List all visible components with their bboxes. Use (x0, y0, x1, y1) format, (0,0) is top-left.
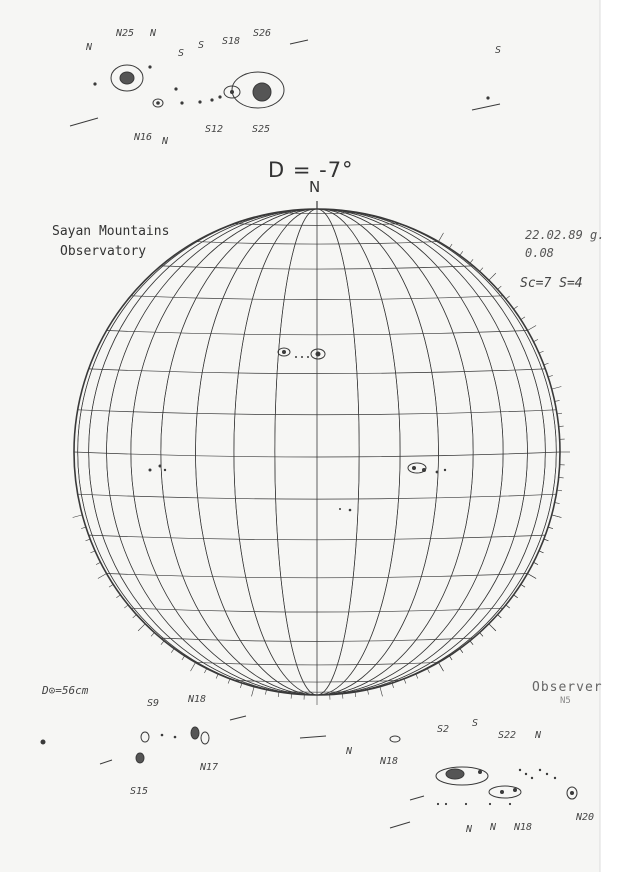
limb-tick (265, 690, 266, 695)
limb-tick (544, 363, 549, 365)
group-label: N18 (380, 756, 399, 767)
solar-disk-grid (74, 201, 560, 695)
disk-diameter: D⊙=56cm (42, 684, 89, 697)
limb-tick (439, 662, 444, 671)
group-label: N25 (116, 28, 135, 39)
limb-tick (555, 400, 560, 401)
limb-tick (85, 539, 90, 541)
limb-tick (392, 683, 394, 688)
limb-tick (548, 527, 553, 529)
limb-tick (216, 674, 218, 679)
observer-number: N5 (560, 696, 571, 706)
limb-tick (534, 339, 538, 341)
limb-tick (427, 669, 429, 673)
sunspot-dot (93, 82, 96, 85)
limb-tick-scale (73, 233, 570, 705)
sunspot (136, 753, 144, 763)
limb-tick (506, 296, 510, 299)
sunspot-dot (570, 791, 574, 795)
sunspot-dot (513, 788, 517, 792)
sunspot (253, 83, 271, 101)
limb-tick (506, 605, 510, 608)
limb-tick (98, 574, 107, 579)
page-title: D = -7° (268, 158, 354, 182)
limb-tick (404, 679, 406, 684)
limb-tick (527, 326, 536, 331)
sunspot-dot (149, 469, 152, 472)
group-label: S26 (253, 28, 272, 39)
pointer-line (100, 760, 112, 764)
group-label: N18 (188, 694, 207, 705)
sunspot-dot (465, 803, 467, 805)
limb-tick (555, 503, 560, 504)
group-label: S (495, 45, 502, 56)
limb-tick (81, 527, 86, 529)
sunspot-dot (161, 734, 164, 737)
pointer-line (230, 716, 246, 720)
limb-tick (116, 595, 120, 598)
sunspot-dot (539, 769, 541, 771)
group-label: N (162, 136, 169, 147)
sunspot-dot (422, 468, 426, 472)
sunspot-dot (159, 465, 162, 468)
limb-tick (548, 375, 553, 377)
limb-tick (109, 584, 113, 587)
sunspot-dot (295, 356, 297, 358)
group-label: N18 (514, 822, 533, 833)
sunspot-dot (339, 508, 341, 510)
limb-tick (151, 633, 154, 637)
group-label: N17 (200, 762, 219, 773)
sunspot (201, 732, 209, 744)
limb-tick (552, 515, 562, 518)
sunspot-dot (444, 469, 446, 471)
limb-tick (480, 268, 483, 272)
sunspot-dot (148, 65, 151, 68)
limb-tick (534, 562, 538, 564)
sunspot-dot (436, 471, 439, 474)
group-label: N (346, 746, 353, 757)
pointer-line (390, 822, 410, 828)
sunspot-dot (445, 803, 447, 805)
sunspot (120, 72, 134, 84)
limb-tick (138, 624, 145, 631)
limb-tick (439, 233, 444, 242)
group-label: N (150, 28, 157, 39)
sunspot-dot (531, 777, 533, 779)
limb-tick (355, 692, 356, 697)
limb-tick (521, 584, 525, 587)
limb-tick (521, 317, 525, 320)
sunspot-dot (282, 350, 286, 354)
observatory-name-line1: Sayan Mountains (52, 224, 170, 239)
limb-tick (460, 649, 463, 653)
limb-tick (278, 692, 279, 697)
group-label: S25 (252, 124, 271, 135)
limb-tick (480, 633, 483, 637)
sunspot (489, 786, 521, 798)
limb-tick (204, 669, 206, 673)
sunspot-dot (519, 769, 521, 771)
sunspot-dot (230, 90, 234, 94)
limb-tick (124, 605, 128, 608)
limb-tick (557, 490, 562, 491)
sunspot (191, 727, 199, 739)
north-marker: N (309, 178, 321, 196)
sunspot-dot (180, 101, 183, 104)
sunspot (141, 732, 149, 742)
pointer-line (300, 736, 326, 738)
limb-tick (470, 259, 473, 263)
limb-tick (460, 251, 463, 255)
sunspot-dot (174, 736, 177, 739)
limb-tick (470, 641, 473, 645)
limb-tick (416, 674, 418, 679)
limb-tick (498, 286, 502, 289)
group-label: N (86, 42, 93, 53)
limb-tick (90, 551, 95, 553)
group-label: S15 (130, 786, 149, 797)
sunspot-dot (509, 803, 511, 805)
limb-tick (133, 615, 137, 618)
sunspot-dot (210, 98, 213, 101)
limb-tick (557, 413, 562, 414)
limb-tick (539, 351, 544, 353)
sunspot-dot (41, 740, 46, 745)
limb-tick (96, 562, 100, 564)
sunspot-dot (525, 773, 527, 775)
limb-tick (539, 551, 544, 553)
sunspot-dot (500, 790, 504, 794)
observatory-name-line2: Observatory (60, 244, 147, 259)
group-label: S12 (205, 124, 224, 135)
sunspot-dot (307, 356, 309, 358)
limb-tick (498, 615, 502, 618)
limb-tick (527, 574, 536, 579)
sunspot-dot (164, 469, 166, 471)
sunspot-dot (437, 803, 439, 805)
limb-tick (514, 595, 518, 598)
limb-tick (489, 624, 496, 631)
limb-tick (368, 690, 369, 695)
limb-tick (252, 687, 255, 697)
limb-tick (544, 539, 549, 541)
sunspot-dot (412, 466, 416, 470)
sunspot-dot (546, 773, 548, 775)
sunspot-dot (554, 777, 556, 779)
spot-counts: Sc=7 S=4 (520, 276, 583, 291)
sunspot-dot (156, 101, 160, 105)
limb-tick (449, 656, 452, 660)
observation-date: 22.02.89 g. (525, 228, 605, 242)
sunspot-dot (174, 87, 177, 90)
limb-tick (449, 244, 452, 248)
limb-tick (182, 656, 185, 660)
group-label: N16 (134, 132, 153, 143)
group-label: S18 (222, 36, 241, 47)
sunspot-dot (198, 100, 201, 103)
group-label: S22 (498, 730, 517, 741)
limb-tick (514, 306, 518, 309)
pointer-line (290, 40, 308, 44)
sunspot-dot (478, 770, 482, 774)
group-label: N (466, 824, 473, 835)
group-label: S (472, 718, 479, 729)
limb-tick (228, 679, 230, 684)
limb-tick (552, 387, 562, 390)
sunspot-dot (316, 352, 321, 357)
sunspot-dot (489, 803, 491, 805)
limb-tick (161, 641, 164, 645)
limb-tick (171, 649, 174, 653)
limb-tick (191, 662, 196, 671)
sunspot-dot (486, 96, 489, 99)
group-label: N (490, 822, 497, 833)
group-label: S9 (147, 698, 160, 709)
sunspot (446, 769, 464, 779)
limb-tick (240, 683, 242, 688)
paper-edge (600, 0, 635, 872)
group-label: S2 (437, 724, 450, 735)
group-label: S (198, 40, 205, 51)
group-label: S (178, 48, 185, 59)
limb-tick (73, 515, 83, 518)
group-label: N20 (576, 812, 595, 823)
group-label: N (535, 730, 542, 741)
sunspot-dot (218, 95, 221, 98)
sunspot-dot (301, 356, 303, 358)
limb-tick (489, 273, 496, 280)
sunspot (390, 736, 400, 742)
observation-time: 0.08 (525, 246, 554, 260)
limb-tick (380, 687, 383, 697)
pointer-line (410, 796, 424, 800)
observer-label: Observer (532, 680, 603, 695)
sunspot-dot (349, 509, 352, 512)
pointer-line (472, 104, 500, 110)
pointer-line (70, 118, 98, 126)
